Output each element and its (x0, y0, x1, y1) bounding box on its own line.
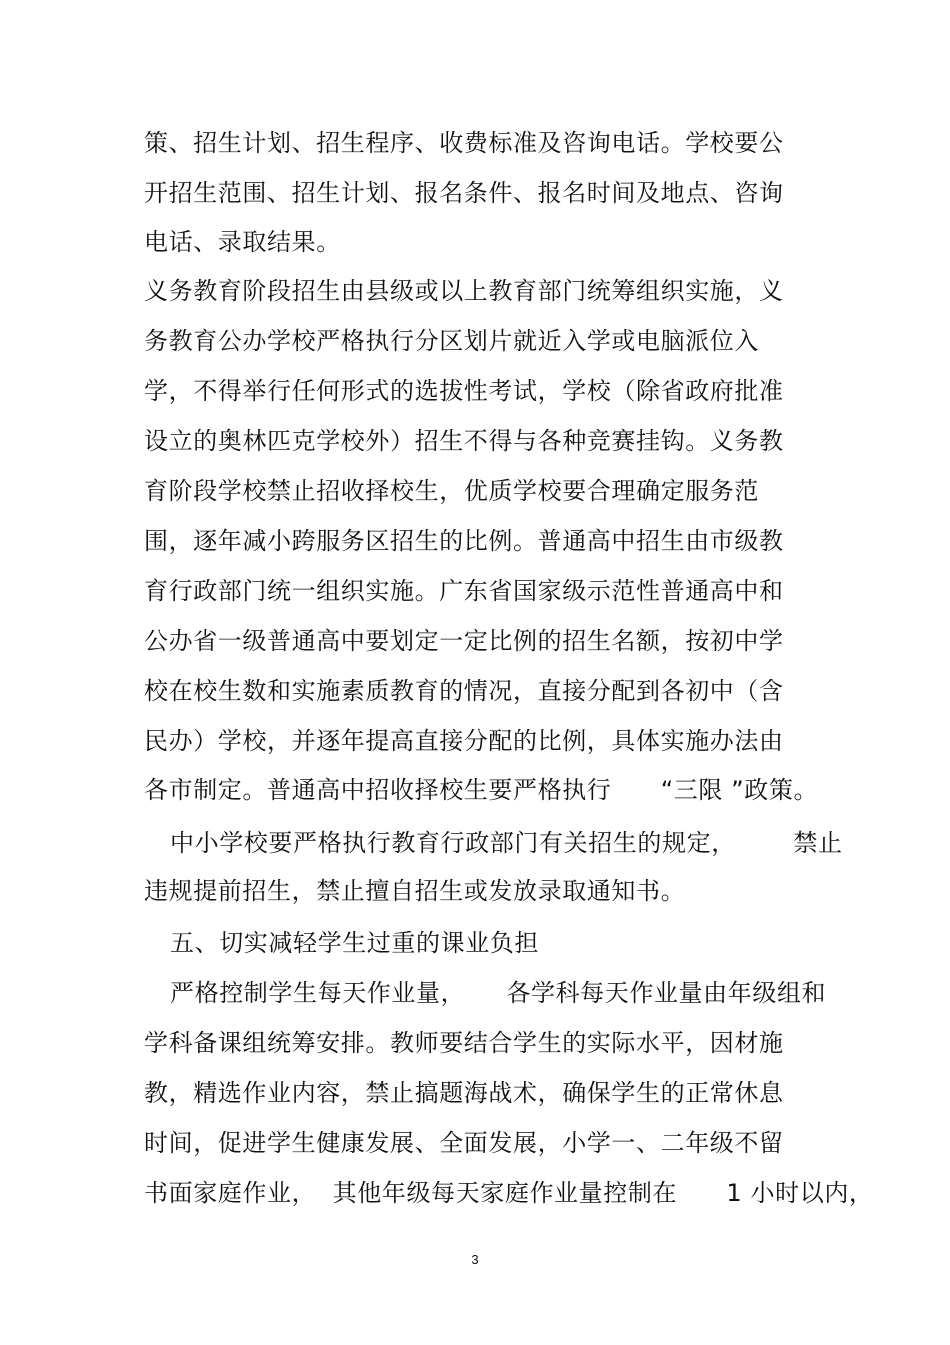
text-line: 义务教育阶段招生由县级或以上教育部门统筹组织实施，义 (144, 277, 784, 305)
page-number: 3 (471, 1252, 479, 1267)
paragraph-first-line: 中小学校要严格执行教育行政部门有关招生的规定， 禁止 (170, 829, 843, 857)
text-line: 育行政部门统一组织实施。广东省国家级示范性普通高中和 (144, 577, 784, 605)
text-line: 围，逐年减小跨服务区招生的比例。普通高中招生由市级教 (144, 527, 784, 555)
text-line: 民办）学校，并逐年提高直接分配的比例，具体实施办法由 (144, 727, 784, 755)
text-line: 开招生范围、招生计划、报名条件、报名时间及地点、咨询 (144, 179, 784, 207)
text-line: 时间，促进学生健康发展、全面发展，小学一、二年级不留 (144, 1129, 784, 1157)
section-heading: 五、切实减轻学生过重的课业负担 (170, 929, 539, 957)
text-line: 电话、录取结果。 (144, 228, 341, 256)
text-line: 公办省一级普通高中要划定一定比例的招生名额，按初中学 (144, 627, 784, 655)
text-line: 学，不得举行任何形式的选拔性考试，学校（除省政府批准 (144, 377, 784, 405)
paragraph-first-line: 严格控制学生每天作业量， 各学科每天作业量由年级组和 (170, 979, 827, 1007)
text-line: 育阶段学校禁止招收择校生，优质学校要合理确定服务范 (144, 477, 759, 505)
text-line: 教，精选作业内容，禁止搞题海战术，确保学生的正常休息 (144, 1079, 784, 1107)
text-line: 各市制定。普通高中招收择校生要严格执行 “三限 ”政策。 (144, 776, 819, 804)
text-line: 校在校生数和实施素质教育的情况，直接分配到各初中（含 (144, 677, 784, 705)
text-line: 学科备课组统筹安排。教师要结合学生的实际水平，因材施 (144, 1029, 784, 1057)
text-line: 设立的奥林匹克学校外）招生不得与各种竞赛挂钩。义务教 (144, 427, 784, 455)
text-line: 务教育公办学校严格执行分区划片就近入学或电脑派位入 (144, 327, 759, 355)
text-line: 书面家庭作业， 其他年级每天家庭作业量控制在 1 小时以内， (144, 1179, 874, 1207)
text-line: 违规提前招生，禁止擅自招生或发放录取通知书。 (144, 877, 686, 905)
text-line: 策、招生计划、招生程序、收费标准及咨询电话。学校要公 (144, 129, 784, 157)
